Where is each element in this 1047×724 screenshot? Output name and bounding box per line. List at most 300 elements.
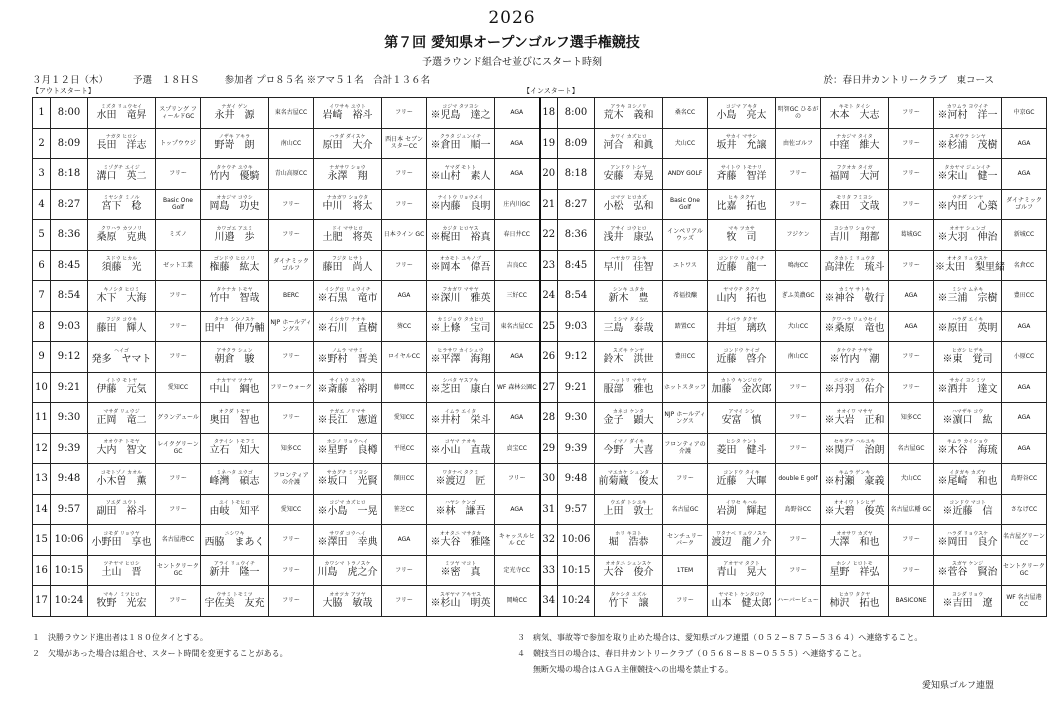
- player-affiliation-cell: [663, 494, 708, 525]
- player-name-cell: [314, 372, 382, 403]
- player-name: 牧野 光宏: [96, 597, 147, 609]
- player-name: 木本 大志: [829, 109, 880, 121]
- player-kana: ソエダ ユウト: [105, 500, 138, 507]
- player-affiliation-cell: [269, 342, 314, 373]
- player-affiliation-cell: [156, 403, 201, 434]
- player-name-cell: [708, 403, 776, 434]
- player-name-cell: [821, 189, 889, 220]
- player-kana: イワサキ ユウト: [329, 103, 366, 110]
- player-affiliation: フリー: [902, 536, 920, 544]
- player-affiliation: フリー: [789, 566, 807, 574]
- player-name: 小島 亮太: [716, 109, 767, 121]
- player-affiliation: ロイヤルCC: [387, 353, 421, 361]
- player-affiliation-cell: [1002, 189, 1047, 220]
- player-affiliation: 愛知CC: [393, 414, 415, 422]
- player-affiliation-cell: [269, 220, 314, 251]
- player-affiliation: BASICONE: [895, 597, 927, 605]
- player-name: ※原田 英明: [937, 323, 998, 335]
- player-affiliation: フリー: [395, 597, 413, 605]
- player-affiliation-cell: [776, 403, 821, 434]
- player-kana: ノムラ マサミ: [331, 347, 364, 354]
- player-affiliation: 踏置CC: [674, 322, 696, 330]
- player-kana: セキグチ ハルユキ: [833, 439, 876, 446]
- player-name-cell: [708, 159, 776, 190]
- player-affiliation: フリー: [902, 261, 920, 269]
- player-affiliation-cell: [663, 311, 708, 342]
- player-affiliation-cell: [495, 128, 540, 159]
- player-affiliation: フリー: [169, 475, 187, 483]
- player-affiliation: ゼット工業: [163, 261, 193, 269]
- player-affiliation-cell: [495, 342, 540, 373]
- table-row: [33, 372, 1047, 403]
- player-name: ※木谷 海琉: [937, 445, 998, 457]
- player-name: 安藤 寿晃: [603, 170, 654, 182]
- player-name-cell: [88, 128, 156, 159]
- player-name-cell: [934, 403, 1002, 434]
- player-affiliation-cell: [382, 220, 427, 251]
- player-affiliation-cell: [269, 464, 314, 495]
- player-affiliation-cell: [889, 342, 934, 373]
- player-kana: ヤマダ モトト: [444, 164, 477, 171]
- player-name: 中川 将太: [322, 201, 373, 213]
- player-kana: イワセ キハル: [725, 500, 758, 507]
- player-name-cell: [708, 525, 776, 556]
- player-affiliation-cell: [269, 555, 314, 586]
- player-name-cell: [934, 128, 1002, 159]
- player-name: 服部 雅也: [603, 384, 654, 396]
- player-name: 森田 文哉: [829, 201, 880, 213]
- player-kana: オオイワ マサヤ: [836, 408, 873, 415]
- table-row: [33, 555, 1047, 586]
- player-kana: ホリ キヨト: [615, 530, 642, 537]
- player-kana: モリタ フミヨシ: [836, 195, 873, 202]
- tee-time: 8:54: [51, 281, 88, 312]
- group-number: 22: [540, 220, 558, 251]
- player-name: 権藤 紘太: [209, 262, 260, 274]
- player-kana: マサダ リュウジ: [103, 408, 140, 415]
- player-name-cell: [708, 464, 776, 495]
- player-name: ※桑原 竜也: [824, 323, 885, 335]
- player-kana: タケナカ トモヤ: [216, 286, 253, 293]
- player-name-cell: [934, 98, 1002, 129]
- group-number: 7: [33, 281, 51, 312]
- player-affiliation-cell: [1002, 403, 1047, 434]
- player-name-cell: [595, 128, 663, 159]
- group-number: 9: [33, 342, 51, 373]
- player-affiliation-cell: [889, 98, 934, 129]
- player-affiliation-cell: [663, 586, 708, 617]
- player-affiliation: 犬山CC: [787, 322, 809, 330]
- player-affiliation: AGA: [1017, 444, 1031, 452]
- player-kana: ニシワキ: [224, 530, 245, 537]
- player-kana: コンドウ タイキ: [723, 469, 760, 476]
- player-name-cell: [708, 128, 776, 159]
- player-name: 由岐 知平: [209, 506, 260, 518]
- player-affiliation-cell: [1002, 128, 1047, 159]
- player-affiliation: 笹芝CC: [393, 505, 415, 513]
- player-kana: ノザキ アキラ: [218, 134, 251, 141]
- table-row: [33, 159, 1047, 190]
- player-kana: タケウチ ユウキ: [216, 164, 253, 171]
- player-affiliation-cell: [269, 250, 314, 281]
- player-name: 近藤 啓介: [716, 353, 767, 365]
- player-affiliation-cell: [663, 372, 708, 403]
- table-row: [33, 98, 1047, 129]
- player-affiliation: フリー: [282, 536, 300, 544]
- event-info: [32, 72, 452, 86]
- player-name: ※野村 晋美: [317, 353, 378, 365]
- pairings-table: [32, 97, 1047, 617]
- player-name: ※菅谷 賢治: [937, 567, 998, 579]
- player-kana: アサクラ シュン: [216, 347, 253, 354]
- player-kana: サイトウ トモナリ: [720, 164, 763, 171]
- player-affiliation: 貞宝CC: [506, 444, 527, 452]
- player-affiliation: セントクリーク GC: [157, 563, 199, 578]
- player-name-cell: [934, 250, 1005, 281]
- player-kana: ミツヤ マコト: [444, 561, 477, 568]
- player-affiliation-cell: [663, 342, 708, 373]
- player-name: 比嘉 拓也: [716, 201, 767, 213]
- player-affiliation-cell: [382, 494, 427, 525]
- player-name-cell: [595, 525, 663, 556]
- player-affiliation-cell: [156, 98, 201, 129]
- player-affiliation-cell: [889, 128, 934, 159]
- table-row: [33, 403, 1047, 434]
- player-name-cell: [88, 250, 156, 281]
- player-affiliation: ダイナミック ゴルフ: [273, 258, 309, 273]
- player-name: ※内田 心築: [937, 201, 998, 213]
- player-name-cell: [201, 433, 269, 464]
- player-affiliation: フリー: [789, 200, 807, 208]
- player-affiliation: 葛城GC: [900, 231, 922, 239]
- player-kana: コモトゾノ カオル: [100, 469, 143, 476]
- player-affiliation-cell: [663, 555, 708, 586]
- player-name-cell: [314, 281, 382, 312]
- player-affiliation-cell: [156, 464, 201, 495]
- player-name: 野嵜 朗: [214, 140, 255, 152]
- player-name-cell: [934, 159, 1002, 190]
- group-number: 13: [33, 464, 51, 495]
- player-affiliation-cell: [1002, 311, 1047, 342]
- player-affiliation: ANDY GOLF: [667, 170, 703, 178]
- player-affiliation-cell: [889, 159, 934, 190]
- player-name: 新井 隆一: [209, 567, 260, 579]
- tee-time: 8:36: [558, 220, 595, 251]
- player-name: 藤田 尚人: [322, 262, 373, 274]
- player-affiliation-cell: [889, 372, 934, 403]
- player-name-cell: [595, 159, 663, 190]
- player-affiliation: フリー: [789, 444, 807, 452]
- tee-time: 8:45: [558, 250, 595, 281]
- player-affiliation: フリー: [789, 414, 807, 422]
- player-affiliation-cell: [382, 342, 427, 373]
- tee-time: 10:06: [558, 525, 595, 556]
- player-kana: ハラダ リョウスケ: [946, 530, 989, 537]
- player-name: ※大羽 伸治: [937, 231, 998, 243]
- player-kana: ナガタ ヒロシ: [105, 134, 138, 141]
- player-affiliation-cell: [1002, 464, 1047, 495]
- player-kana: コジマ タツヨシ: [442, 103, 479, 110]
- group-number: 14: [33, 494, 51, 525]
- player-name: 原田 大介: [322, 140, 373, 152]
- group-number: 24: [540, 281, 558, 312]
- player-name-cell: [427, 98, 495, 129]
- player-kana: ホシノ リョウヘイ: [326, 439, 369, 446]
- player-affiliation: フリー: [395, 170, 413, 178]
- player-name: 福岡 大河: [829, 170, 880, 182]
- table-row: [33, 494, 1047, 525]
- group-number: 26: [540, 342, 558, 373]
- player-name: ※尾崎 和也: [937, 475, 998, 487]
- group-number: 30: [540, 464, 558, 495]
- player-kana: シバタ ヤスアキ: [442, 378, 479, 385]
- player-affiliation-cell: [156, 281, 201, 312]
- player-kana: コジマ アキタ: [725, 103, 758, 110]
- player-name: ※芝田 康白: [430, 384, 491, 396]
- group-number: 16: [33, 555, 51, 586]
- player-name-cell: [427, 128, 495, 159]
- player-affiliation-cell: [156, 189, 201, 220]
- player-kana: ウエダ トシユキ: [610, 500, 647, 507]
- player-name: ※丹羽 佑介: [824, 384, 885, 396]
- player-affiliation-cell: [269, 525, 314, 556]
- player-kana: オオタ リュウスケ: [946, 256, 989, 263]
- player-name-cell: [314, 220, 382, 251]
- player-name-cell: [595, 586, 663, 617]
- player-affiliation-cell: [776, 159, 821, 190]
- player-name: 金子 顕大: [603, 414, 654, 426]
- player-name: 川島 虎之介: [317, 567, 378, 579]
- player-affiliation-cell: [663, 464, 708, 495]
- player-name: 西脇 まあく: [204, 536, 265, 548]
- player-name-cell: [201, 555, 269, 586]
- player-name: 上田 敦士: [603, 506, 654, 518]
- group-number: 29: [540, 433, 558, 464]
- player-affiliation: 犬山CC: [900, 475, 922, 483]
- player-affiliation: Basic One Golf: [669, 197, 700, 212]
- player-name-cell: [427, 555, 495, 586]
- player-name-cell: [708, 494, 776, 525]
- player-affiliation: フリー: [902, 566, 920, 574]
- player-name: 坂井 允譲: [716, 140, 767, 152]
- player-kana: オカジマ コウシ: [216, 195, 253, 202]
- player-kana: ホシノ ヒロトモ: [836, 561, 873, 568]
- player-affiliation: NJP ホールディングス: [270, 319, 312, 334]
- player-name: 伊藤 元気: [96, 384, 147, 396]
- player-name: ※河村 洋一: [937, 109, 998, 121]
- player-affiliation-cell: [495, 525, 540, 556]
- player-affiliation: 東名古屋CC: [500, 322, 533, 330]
- player-kana: コンドウ リュウイチ: [718, 256, 765, 263]
- player-name-cell: [595, 403, 663, 434]
- player-name-cell: [314, 494, 382, 525]
- group-number: 21: [540, 189, 558, 220]
- player-affiliation: フリー: [395, 200, 413, 208]
- player-kana: ウチダ シンヤ: [951, 195, 984, 202]
- player-kana: スギヤマ アキヤス: [439, 591, 482, 598]
- player-name-cell: [427, 281, 495, 312]
- player-affiliation-cell: [269, 189, 314, 220]
- player-kana: フカガワ マサヤ: [442, 286, 479, 293]
- player-name: 永澤 翔: [327, 170, 368, 182]
- player-kana: ヨシダ リョウ: [951, 591, 984, 598]
- player-name: 宇佐美 友充: [204, 597, 265, 609]
- player-name: ※渡辺 匠: [435, 475, 486, 487]
- tee-time: 9:30: [51, 403, 88, 434]
- player-name-cell: [201, 494, 269, 525]
- player-name: 斉藤 智洋: [716, 170, 767, 182]
- player-affiliation: 小原CC: [1013, 353, 1035, 361]
- tee-time: 8:27: [51, 189, 88, 220]
- table-row: [33, 586, 1047, 617]
- player-affiliation: AGA: [510, 109, 524, 117]
- player-affiliation: 1TEM: [676, 566, 694, 574]
- player-name-cell: [314, 250, 382, 281]
- player-affiliation: フリー: [507, 475, 526, 483]
- player-affiliation-cell: [156, 159, 201, 190]
- tee-time: 8:36: [51, 220, 88, 251]
- player-name: ※濵口 紘: [942, 414, 993, 426]
- player-name-cell: [821, 128, 889, 159]
- tee-time: 9:30: [558, 403, 595, 434]
- player-name-cell: [934, 586, 1002, 617]
- player-affiliation-cell: [495, 250, 540, 281]
- player-affiliation: 名古屋港CC: [161, 536, 195, 544]
- table-row: [33, 250, 1047, 281]
- player-kana: タカヤマ ジュンイチ: [944, 164, 991, 171]
- player-affiliation-cell: [663, 433, 708, 464]
- player-name: ※杉山 明英: [430, 597, 491, 609]
- player-kana: ミネハタ ユウゴ: [216, 469, 253, 476]
- table-row: [33, 525, 1047, 556]
- player-name: ※小島 一晃: [317, 506, 378, 518]
- player-name: 青山 晃大: [716, 567, 767, 579]
- player-name: ※井村 栄斗: [430, 414, 491, 426]
- group-number: 2: [33, 128, 51, 159]
- player-affiliation-cell: [889, 464, 934, 495]
- player-kana: オオツカ アツヤ: [329, 591, 366, 598]
- player-name: ※小山 直哉: [430, 445, 491, 457]
- group-number: 17: [33, 586, 51, 617]
- player-kana: オオウチ トモヤ: [103, 439, 140, 446]
- player-kana: ナガエ ノリマサ: [329, 408, 366, 415]
- player-affiliation: AGA: [1017, 322, 1031, 330]
- player-affiliation: さなげCC: [1010, 505, 1038, 513]
- player-name-cell: [821, 98, 889, 129]
- event-round: 予選 １８ＨＳ: [133, 75, 200, 86]
- player-name: 岩崎 裕斗: [322, 109, 373, 121]
- player-kana: コヤマ ナオキ: [444, 439, 477, 446]
- player-name: ※長江 憲道: [317, 414, 378, 426]
- player-name: ※大岩 正和: [824, 414, 885, 426]
- player-name: 柿沢 拓也: [829, 597, 880, 609]
- player-name: 峰灣 碩志: [209, 475, 260, 487]
- player-affiliation: AGA: [510, 353, 524, 361]
- player-affiliation-cell: [776, 220, 821, 251]
- tee-time: 8:27: [558, 189, 595, 220]
- player-name: 荒木 義和: [603, 109, 654, 121]
- group-number: 23: [540, 250, 558, 281]
- tee-time: 8:54: [558, 281, 595, 312]
- player-kana: ハラダ ダイスケ: [329, 134, 366, 141]
- player-name: 田中 伸乃輔: [204, 323, 265, 335]
- player-affiliation-cell: [889, 220, 934, 251]
- player-name-cell: [708, 189, 776, 220]
- player-name-cell: [708, 98, 776, 129]
- player-name-cell: [595, 250, 663, 281]
- player-name: ※石黒 竜市: [317, 292, 378, 304]
- player-name-cell: [595, 189, 663, 220]
- player-affiliation: 東名古屋CC: [274, 109, 308, 117]
- group-number: 11: [33, 403, 51, 434]
- player-kana: コンドウ ケイゴ: [723, 347, 760, 354]
- player-name-cell: [708, 586, 776, 617]
- player-affiliation: AGA: [904, 292, 918, 300]
- player-kana: ヒキ タクヤ: [728, 195, 755, 202]
- player-name-cell: [821, 250, 889, 281]
- player-name: ※密 真: [440, 567, 481, 579]
- player-affiliation-cell: [382, 189, 427, 220]
- group-number: 32: [540, 525, 558, 556]
- player-name-cell: [708, 433, 776, 464]
- player-name: 加藤 金次郎: [711, 384, 772, 396]
- player-name-cell: [595, 372, 663, 403]
- player-name-cell: [201, 128, 269, 159]
- player-name-cell: [314, 342, 382, 373]
- player-kana: イシグロ リュウイチ: [324, 286, 371, 293]
- player-name: 井垣 璃玖: [716, 323, 767, 335]
- player-name-cell: [201, 525, 269, 556]
- player-kana: コンドウ マコト: [949, 500, 986, 507]
- player-affiliation-cell: [156, 250, 201, 281]
- player-affiliation: 中京GC: [1013, 109, 1035, 117]
- player-affiliation: フリー: [395, 261, 413, 269]
- player-affiliation-cell: [269, 98, 314, 129]
- out-start-label: 【アウトスタート】: [32, 87, 95, 95]
- player-affiliation-cell: [663, 403, 708, 434]
- player-affiliation: 庄内川GC: [503, 200, 531, 208]
- table-row: [33, 311, 1047, 342]
- player-affiliation-cell: [156, 342, 201, 373]
- player-affiliation: フロンティア の介護: [273, 471, 309, 486]
- player-affiliation: フリー: [169, 597, 187, 605]
- player-affiliation-cell: [776, 128, 821, 159]
- player-affiliation: AGA: [510, 414, 524, 422]
- table-row: [33, 189, 1047, 220]
- tee-time: 9:21: [51, 372, 88, 403]
- player-kana: ハットリ マサヤ: [610, 378, 647, 385]
- player-kana: カネコ ケンタ: [612, 408, 645, 415]
- player-name-cell: [314, 128, 382, 159]
- player-name-cell: [708, 342, 776, 373]
- player-affiliation-cell: [382, 433, 427, 464]
- player-affiliation-cell: [776, 494, 821, 525]
- player-affiliation: センチュリー パーク: [667, 532, 703, 547]
- player-affiliation: 知多CC: [280, 444, 302, 452]
- player-kana: フジタ コウキ: [105, 317, 138, 324]
- player-name-cell: [934, 342, 1002, 373]
- player-name-cell: [88, 433, 156, 464]
- player-affiliation: フリー: [902, 353, 920, 361]
- player-affiliation-cell: [495, 464, 540, 495]
- player-name: ※上條 宝司: [430, 323, 491, 335]
- player-affiliation-cell: [889, 494, 934, 525]
- player-name: 牧 司: [726, 231, 757, 243]
- player-name-cell: [201, 464, 269, 495]
- player-name: ※岡田 良介: [937, 536, 998, 548]
- player-affiliation: 三好CC: [506, 292, 527, 300]
- player-affiliation: フリー: [395, 566, 413, 574]
